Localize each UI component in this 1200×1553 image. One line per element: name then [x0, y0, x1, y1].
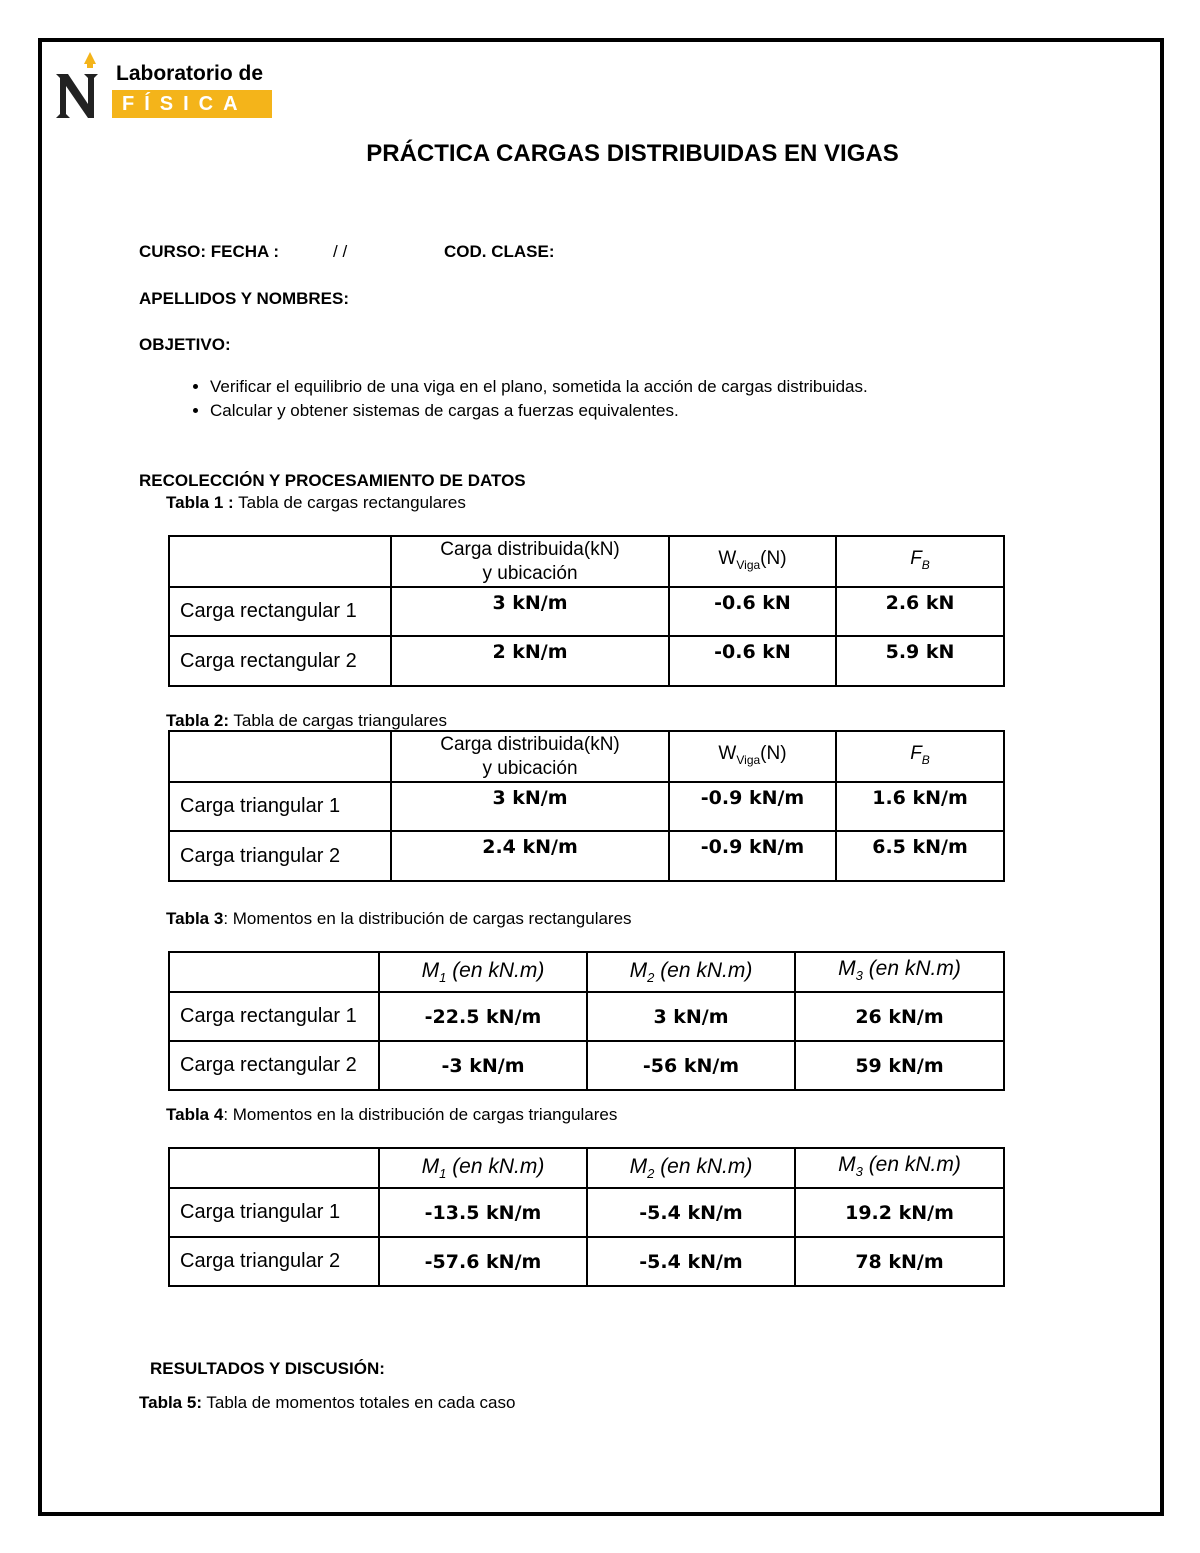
logo-fisica-text: FÍSICA	[112, 90, 272, 118]
tabla1-caption: Tabla 1 : Tabla de cargas rectangulares	[166, 493, 466, 512]
table-row	[169, 782, 1004, 831]
header-carga: Carga distribuida(kN) y ubicación	[391, 536, 669, 587]
tabla4-table	[168, 1147, 1005, 1287]
fecha-slashes: / /	[333, 242, 348, 261]
page-title: PRÁCTICA CARGAS DISTRIBUIDAS EN VIGAS	[366, 140, 899, 167]
cell-fb: 1.6 kN/m	[836, 782, 1004, 831]
cell-m1: -3 kN/m	[379, 1041, 587, 1090]
cell-wviga: -0.9 kN/m	[669, 831, 836, 881]
cell-carga: 3 kN/m	[391, 782, 669, 831]
row-label: Carga rectangular 1	[169, 992, 379, 1041]
table-row	[169, 831, 1004, 881]
cell-wviga: -0.9 kN/m	[669, 782, 836, 831]
table-row	[169, 636, 1004, 686]
header-m3: $M_3$ (en kN.m)	[795, 1148, 1004, 1188]
header-fb: $F_B$	[836, 731, 1004, 782]
cell-m2: 3 kN/m	[587, 992, 795, 1041]
table-row	[169, 1237, 1004, 1286]
header-m1: $M_1$ (en kN.m)	[379, 952, 587, 992]
cell-wviga: -0.6 kN	[669, 587, 836, 636]
table-header-empty	[169, 536, 391, 587]
cell-m3: 78 kN/m	[795, 1237, 1004, 1286]
table-row	[169, 587, 1004, 636]
cell-m3: 19.2 kN/m	[795, 1188, 1004, 1237]
cell-carga: 2.4 kN/m	[391, 831, 669, 881]
cell-fb: 2.6 kN	[836, 587, 1004, 636]
header-carga: Carga distribuida(kN) y ubicación	[391, 731, 669, 782]
header-m1: $M_1$ (en kN.m)	[379, 1148, 587, 1188]
tabla1-table	[168, 535, 1005, 687]
cell-m1: -57.6 kN/m	[379, 1237, 587, 1286]
cell-carga: 2 kN/m	[391, 636, 669, 686]
header-m2: $M_2$ (en kN.m)	[587, 952, 795, 992]
header-wviga: $W_{Viga}(N)$	[669, 731, 836, 782]
section-results-heading: RESULTADOS Y DISCUSIÓN:	[150, 1359, 385, 1378]
row-label: Carga triangular 1	[169, 1188, 379, 1237]
cell-m3: 59 kN/m	[795, 1041, 1004, 1090]
header-fb: $F_B$	[836, 536, 1004, 587]
cell-m1: -22.5 kN/m	[379, 992, 587, 1041]
objective-item: • Verificar el equilibrio de una viga en el plano, sometida la acción de cargas distribuidas.	[210, 375, 868, 399]
objective-item: • Calcular y obtener sistemas de cargas a fuerzas equivalentes.	[210, 399, 868, 423]
cell-wviga: -0.6 kN	[669, 636, 836, 686]
header-wviga: $W_{Viga}(N)$	[669, 536, 836, 587]
table-row	[169, 992, 1004, 1041]
cell-m1: -13.5 kN/m	[379, 1188, 587, 1237]
cell-fb: 6.5 kN/m	[836, 831, 1004, 881]
table-header-empty	[169, 731, 391, 782]
cell-m2: -5.4 kN/m	[587, 1188, 795, 1237]
objectives-list	[150, 375, 868, 423]
section-data-heading: RECOLECCIÓN Y PROCESAMIENTO DE DATOS	[139, 471, 526, 490]
row-label: Carga rectangular 1	[169, 587, 391, 636]
tabla5-caption: Tabla 5: Tabla de momentos totales en cada caso	[139, 1393, 516, 1412]
header-m3: $M_3$ (en kN.m)	[795, 952, 1004, 992]
tabla3-table	[168, 951, 1005, 1091]
tabla2-table	[168, 730, 1005, 882]
table-row	[169, 1188, 1004, 1237]
table-header-empty	[169, 1148, 379, 1188]
logo-lab-text: Laboratorio de	[116, 62, 264, 85]
apellidos-label: APELLIDOS Y NOMBRES:	[139, 289, 350, 308]
row-label: Carga triangular 2	[169, 831, 391, 881]
tabla4-caption: Tabla 4: Momentos en la distribución de cargas triangulares	[166, 1105, 618, 1124]
table-row	[169, 1041, 1004, 1090]
objetivo-label: OBJETIVO:	[139, 335, 231, 354]
row-label: Carga triangular 1	[169, 782, 391, 831]
tabla3-caption: Tabla 3: Momentos en la distribución de cargas rectangulares	[166, 909, 632, 928]
row-label: Carga triangular 2	[169, 1237, 379, 1286]
cell-m3: 26 kN/m	[795, 992, 1004, 1041]
lab-logo	[54, 52, 274, 122]
table-header-empty	[169, 952, 379, 992]
row-label: Carga rectangular 2	[169, 636, 391, 686]
n-logo-icon	[54, 52, 114, 122]
cell-m2: -5.4 kN/m	[587, 1237, 795, 1286]
cod-clase-label: COD. CLASE:	[444, 242, 555, 261]
header-m2: $M_2$ (en kN.m)	[587, 1148, 795, 1188]
cell-m2: -56 kN/m	[587, 1041, 795, 1090]
row-label: Carga rectangular 2	[169, 1041, 379, 1090]
tabla2-caption: Tabla 2: Tabla de cargas triangulares	[166, 711, 447, 730]
cell-fb: 5.9 kN	[836, 636, 1004, 686]
curso-fecha-label: CURSO: FECHA :	[139, 242, 280, 261]
cell-carga: 3 kN/m	[391, 587, 669, 636]
